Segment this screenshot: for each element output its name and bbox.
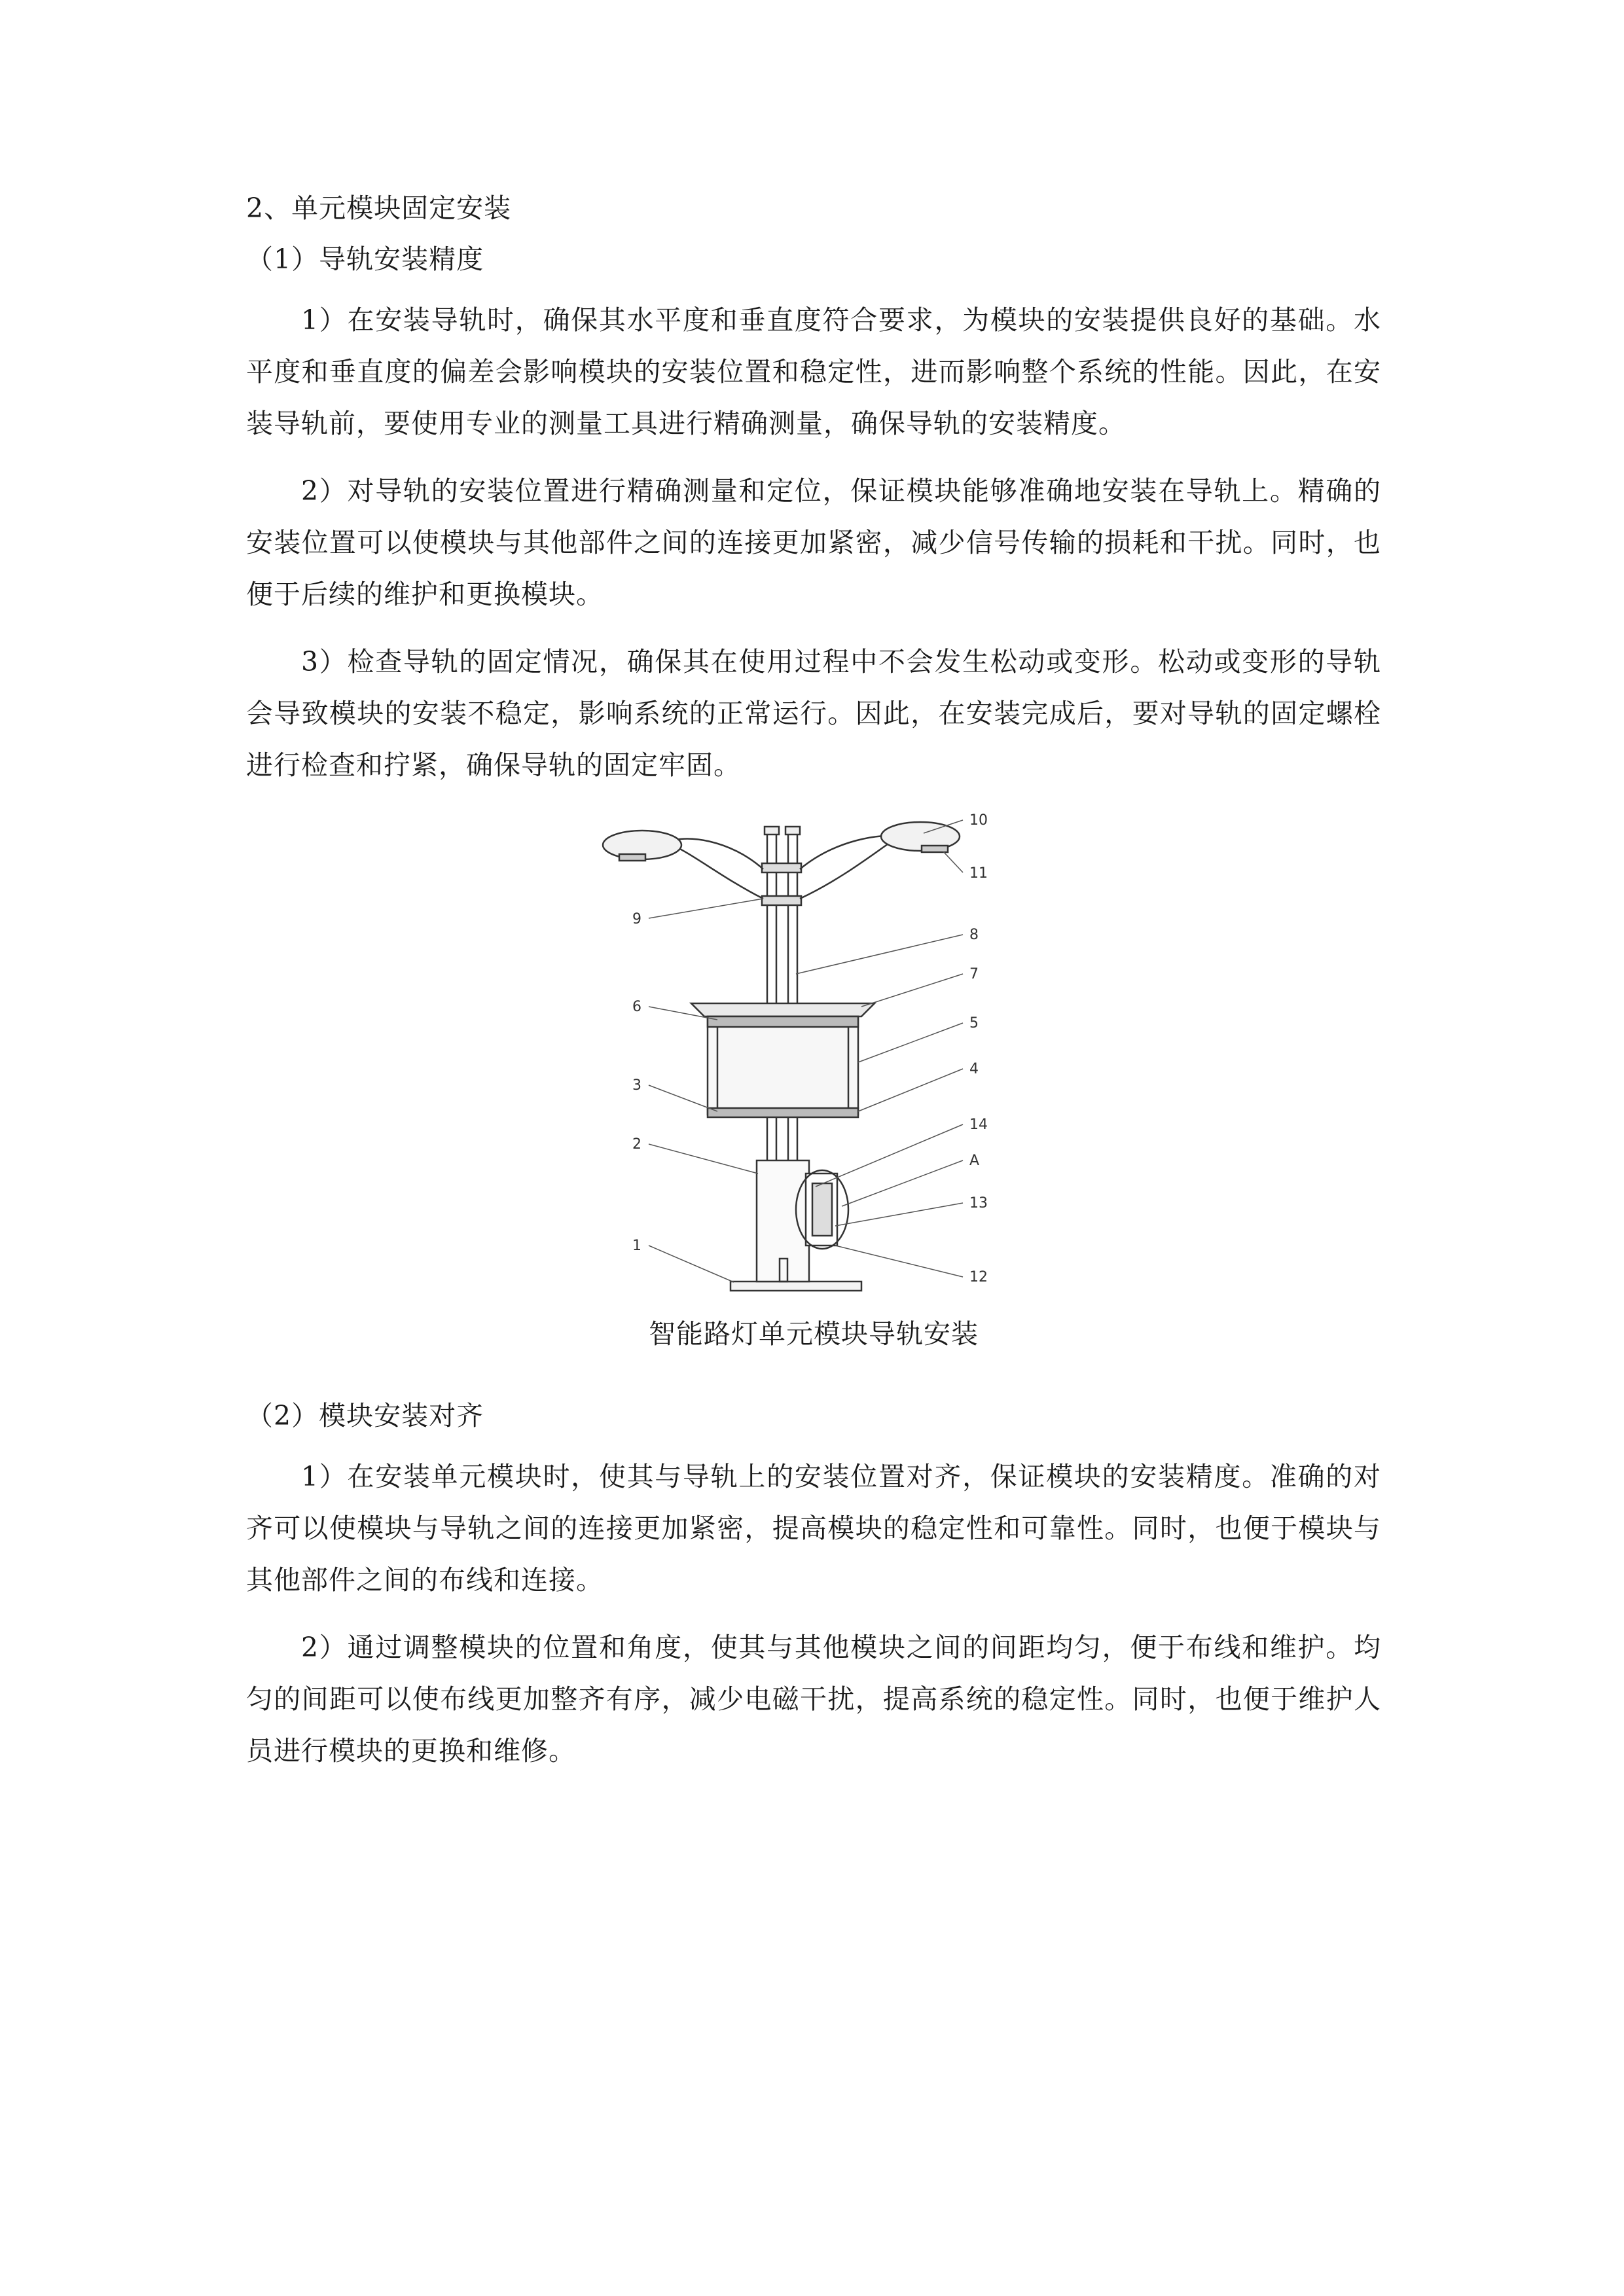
- label-6: 6: [632, 999, 641, 1015]
- paragraph: 3）检查导轨的固定情况，确保其在使用过程中不会发生松动或变形。松动或变形的导轨会导致模块的安装不稳定，影响系统的正常运行。因此，在安装完成后，要对导轨的固定螺栓进行检查和拧紧，确保导轨的固定牢固。: [246, 646, 1381, 781]
- pole-cap: [765, 827, 779, 834]
- rail-cap: [785, 827, 800, 834]
- label-8: 8: [969, 927, 979, 943]
- label-2: 2: [632, 1136, 641, 1153]
- unit-module-body: [708, 1016, 858, 1115]
- module-bottom-band: [708, 1108, 858, 1117]
- paragraph: 1）在安装导轨时，确保其水平度和垂直度符合要求，为模块的安装提供良好的基础。水平度和垂直度的偏差会影响模块的安装位置和稳定性，进而影响整个系统的性能。因此，在安装导轨前，要使用专业的测量工具进行精确测量，确保导轨的安装精度。: [246, 304, 1381, 439]
- left-arm-lower: [672, 845, 763, 899]
- figure: [246, 807, 1381, 1396]
- label-4: 4: [969, 1061, 979, 1077]
- document-content: [246, 188, 1381, 1793]
- paragraph: 2）对导轨的安装位置进行精确测量和定位，保证模块能够准确地安装在导轨上。精确的安装位置可以使模块与其他部件之间的连接更加紧密，减少信号传输的损耗和干扰。同时，也便于后续的维护和更换模块。: [246, 475, 1381, 610]
- clamp-lower: [762, 896, 801, 905]
- label-9: 9: [632, 911, 641, 927]
- subsection-heading-rail-precision: （1）导轨安装精度: [246, 243, 484, 275]
- label-13: 13: [969, 1195, 988, 1211]
- right-lamp-lens: [922, 846, 948, 852]
- label-A: A: [969, 1153, 980, 1169]
- paragraph: 2）通过调整模块的位置和角度，使其与其他模块之间的间距均匀，便于布线和维护。均匀的间距可以使布线更加整齐有序，减少电磁干扰，提高系统的稳定性。同时，也便于维护人员进行模块的更换和维修。: [246, 1632, 1381, 1767]
- label-10: 10: [969, 812, 988, 829]
- street-light-diagram: [586, 807, 1045, 1304]
- clamp-upper: [762, 863, 801, 872]
- section-heading: 2、单元模块固定安装: [246, 192, 512, 224]
- label-11: 11: [969, 865, 988, 882]
- side-box-inner: [812, 1183, 832, 1236]
- paragraph: 1）在安装单元模块时，使其与导轨上的安装位置对齐，保证模块的安装精度。准确的对齐可以使模块与导轨之间的连接更加紧密，提高模块的稳定性和可靠性。同时，也便于模块与其他部件之间的布线和连接。: [246, 1461, 1381, 1596]
- label-7: 7: [969, 966, 979, 982]
- label-12: 12: [969, 1269, 988, 1285]
- base-plate: [731, 1282, 861, 1291]
- module-top-band: [708, 1016, 858, 1027]
- right-arm-lower: [800, 840, 894, 899]
- label-1: 1: [632, 1238, 641, 1254]
- figure-caption: 智能路灯单元模块导轨安装: [649, 1318, 979, 1350]
- label-3: 3: [632, 1077, 641, 1094]
- left-lamp-lens: [619, 854, 645, 861]
- module-hood: [691, 1003, 875, 1016]
- label-5: 5: [969, 1015, 979, 1031]
- subsection-heading-module-alignment: （2）模块安装对齐: [246, 1400, 484, 1431]
- label-14: 14: [969, 1117, 988, 1133]
- base-housing: [757, 1160, 809, 1282]
